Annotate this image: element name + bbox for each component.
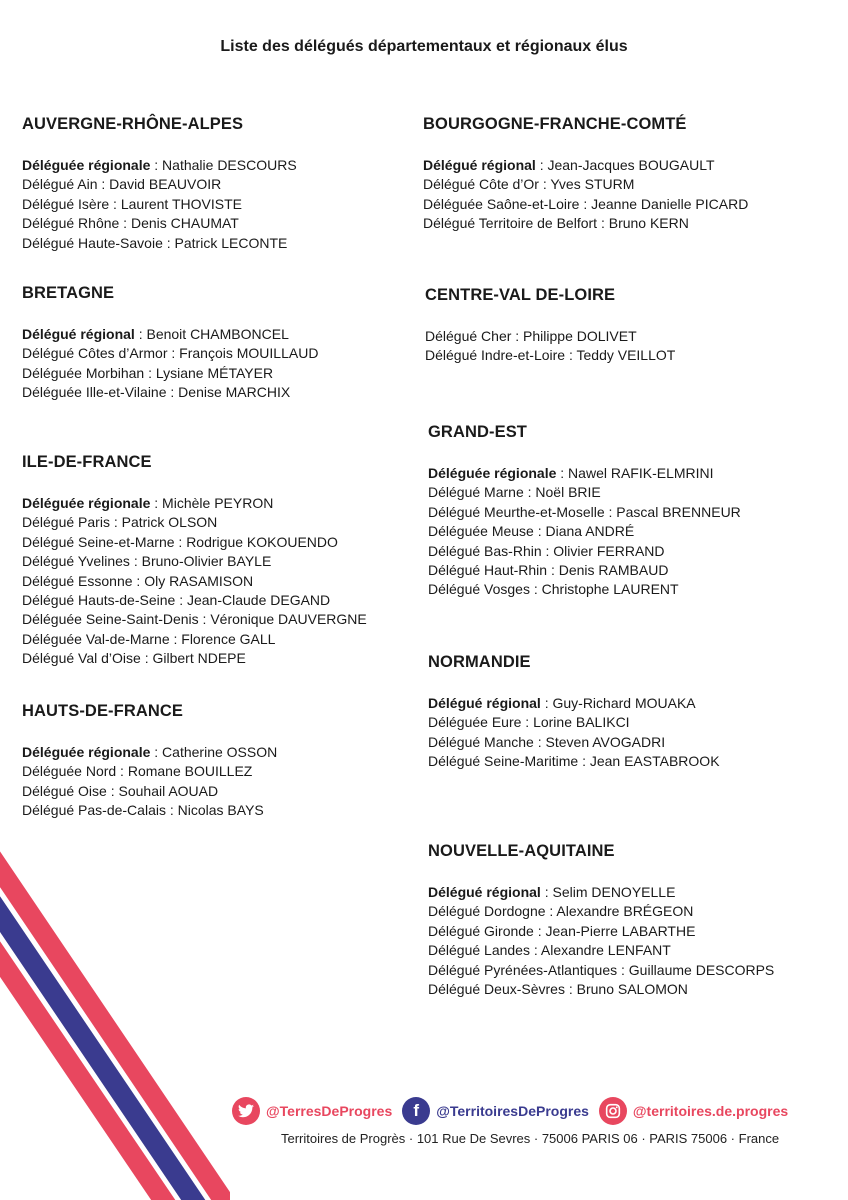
delegate-line <box>22 513 367 532</box>
delegate-text: : Nathalie DESCOURS <box>150 157 297 173</box>
delegate-text: Déléguée Val-de-Marne : Florence GALL <box>22 630 276 647</box>
delegate-line <box>428 561 741 580</box>
delegate-line <box>423 195 748 214</box>
delegate-text: Déléguée Seine-Saint-Denis : Véronique DAUVERGNE <box>22 611 367 628</box>
delegate-line <box>428 464 741 483</box>
region-grand-est <box>428 423 741 600</box>
region-heading: NOUVELLE-AQUITAINE <box>428 842 615 860</box>
delegate-line <box>22 649 367 668</box>
delegate-line <box>22 364 318 383</box>
social-twitter[interactable] <box>232 1097 392 1125</box>
delegate-line <box>22 533 367 552</box>
delegate-role: Délégué régional <box>423 157 536 173</box>
delegate-line <box>22 552 367 571</box>
region-bretagne <box>22 284 318 403</box>
delegate-text: Déléguée Ille-et-Vilaine : Denise MARCHIX <box>22 384 291 401</box>
region-centre-val-de-loire <box>425 286 675 366</box>
social-instagram[interactable] <box>599 1097 788 1125</box>
delegate-line <box>428 713 720 732</box>
delegate-line <box>22 610 367 629</box>
region-normandie <box>428 653 720 772</box>
delegate-line <box>428 902 774 921</box>
delegate-line <box>22 801 277 820</box>
delegate-role: Déléguée régionale <box>22 744 151 760</box>
delegate-line <box>428 752 720 771</box>
delegate-line <box>428 961 774 980</box>
region-heading: AUVERGNE-RHÔNE-ALPES <box>22 115 244 133</box>
region-heading: NORMANDIE <box>428 653 531 671</box>
delegate-text: Délégué Seine-Maritime : Jean EASTABROOK <box>428 753 720 770</box>
delegate-line <box>22 630 367 649</box>
delegate-line <box>428 922 774 941</box>
delegate-text: Déléguée Saône-et-Loire : Jeanne Danielle PICARD <box>423 195 749 212</box>
delegate-text: Délégué Isère : Laurent THOVISTE <box>22 195 242 212</box>
delegate-text: : Nawel RAFIK-ELMRINI <box>556 465 714 481</box>
delegate-text: Délégué Paris : Patrick OLSON <box>22 514 218 531</box>
delegate-text: : Michèle PEYRON <box>150 495 274 511</box>
delegate-text: Délégué Bas-Rhin : Olivier FERRAND <box>428 542 665 559</box>
delegate-text: Délégué Gironde : Jean-Pierre LABARTHE <box>428 922 696 939</box>
delegate-text: Délégué Côte d’Or : Yves STURM <box>423 176 635 193</box>
delegate-text: Déléguée Meuse : Diana ANDRÉ <box>428 523 635 540</box>
delegate-text: Délégué Seine-et-Marne : Rodrigue KOKOUENDO <box>22 533 338 550</box>
delegate-text: Délégué Pas-de-Calais : Nicolas BAYS <box>22 802 264 819</box>
region-heading: BRETAGNE <box>22 284 115 302</box>
delegate-line <box>22 591 367 610</box>
delegate-text: Délégué Essonne : Oly RASAMISON <box>22 572 254 589</box>
delegate-line <box>428 503 741 522</box>
delegate-text: Délégué Indre-et-Loire : Teddy VEILLOT <box>425 347 676 364</box>
delegate-text: Déléguée Morbihan : Lysiane MÉTAYER <box>22 364 274 381</box>
delegate-text: Déléguée Eure : Lorine BALIKCI <box>428 714 630 731</box>
delegate-text: : Jean-Jacques BOUGAULT <box>535 157 715 173</box>
delegate-line <box>428 980 774 999</box>
delegate-line <box>22 782 277 801</box>
delegate-text: Délégué Cher : Philippe DOLIVET <box>425 328 637 344</box>
delegate-text: Délégué Manche : Steven AVOGADRI <box>428 733 666 750</box>
page-title: Liste des délégués départementaux et régionaux élus <box>220 38 628 55</box>
delegate-text: : Catherine OSSON <box>150 744 278 760</box>
region-ile-de-france <box>22 453 367 669</box>
delegate-text: Délégué Val d’Oise : Gilbert NDEPE <box>22 650 246 667</box>
delegate-line <box>428 542 741 561</box>
region-nouvelle-aquitaine <box>428 842 774 999</box>
delegate-text: Délégué Haut-Rhin : Denis RAMBAUD <box>428 562 669 579</box>
delegate-text: Délégué Vosges : Christophe LAURENT <box>428 581 679 598</box>
delegate-text: : Benoit CHAMBONCEL <box>134 326 289 342</box>
footer-socials <box>232 1096 798 1126</box>
delegate-role: Déléguée régionale <box>22 495 151 511</box>
region-heading: GRAND-EST <box>428 423 527 441</box>
region-bourgogne-franche-comte <box>423 115 748 234</box>
delegate-line <box>428 580 741 599</box>
instagram-handle[interactable]: @territoires.de.progres <box>632 1103 789 1119</box>
delegate-line <box>22 156 297 175</box>
delegate-line <box>428 733 720 752</box>
delegate-text: Délégué Meurthe-et-Moselle : Pascal BRENNEUR <box>428 503 741 520</box>
delegate-text: Délégué Haute-Savoie : Patrick LECONTE <box>22 234 288 251</box>
delegate-text: Délégué Pyrénées-Atlantiques : Guillaume DESCORPS <box>428 961 775 978</box>
delegate-line <box>22 762 277 781</box>
delegate-text: Délégué Rhône : Denis CHAUMAT <box>22 215 239 232</box>
delegate-line <box>22 325 318 344</box>
delegate-line <box>22 572 367 591</box>
delegate-line <box>428 483 741 502</box>
delegate-line <box>22 383 318 402</box>
delegate-text: Délégué Marne : Noël BRIE <box>428 484 601 501</box>
delegate-line <box>425 346 675 365</box>
instagram-icon <box>599 1097 627 1125</box>
delegate-text: Délégué Ain : David BEAUVOIR <box>22 176 222 193</box>
region-heading: BOURGOGNE-FRANCHE-COMTÉ <box>423 115 687 133</box>
twitter-icon <box>232 1097 260 1125</box>
delegate-role: Délégué régional <box>428 884 541 900</box>
delegate-line <box>423 175 748 194</box>
delegate-line <box>423 214 748 233</box>
delegate-text: : Guy-Richard MOUAKA <box>540 695 696 711</box>
delegate-text: : Selim DENOYELLE <box>540 884 676 900</box>
delegate-line <box>428 522 741 541</box>
delegate-text: Délégué Landes : Alexandre LENFANT <box>428 942 671 959</box>
footer-address: Territoires de Progrès · 101 Rue De Sevres · 75006 PARIS 06 · PARIS 75006 · France <box>281 1131 780 1146</box>
delegate-text: Délégué Dordogne : Alexandre BRÉGEON <box>428 903 694 920</box>
delegate-role: Déléguée régionale <box>428 465 557 481</box>
delegate-line <box>425 327 675 346</box>
delegate-line <box>428 883 774 902</box>
delegate-text: Délégué Territoire de Belfort : Bruno KERN <box>423 215 689 232</box>
decorative-stripes <box>0 820 230 1200</box>
delegate-line <box>428 941 774 960</box>
region-heading: HAUTS-DE-FRANCE <box>22 702 183 720</box>
delegate-text: Délégué Oise : Souhail AOUAD <box>22 782 219 799</box>
delegate-line <box>22 195 297 214</box>
delegate-line <box>22 175 297 194</box>
twitter-handle[interactable]: @TerresDeProgres <box>266 1103 393 1119</box>
delegate-line <box>22 234 297 253</box>
delegate-text: Délégué Yvelines : Bruno-Olivier BAYLE <box>22 553 272 570</box>
delegate-line <box>22 743 277 762</box>
delegate-line <box>423 156 748 175</box>
delegate-role: Délégué régional <box>428 695 541 711</box>
delegate-line <box>22 214 297 233</box>
delegate-line <box>428 694 720 713</box>
delegate-role: Délégué régional <box>22 326 135 342</box>
region-auvergne-rhone-alpes <box>22 115 297 253</box>
region-heading: ILE-DE-FRANCE <box>22 453 152 471</box>
region-hauts-de-france <box>22 702 277 821</box>
delegate-text: Délégué Côtes d’Armor : François MOUILLAUD <box>22 345 319 362</box>
delegate-text: Délégué Deux-Sèvres : Bruno SALOMON <box>428 981 688 998</box>
delegate-line <box>22 344 318 363</box>
delegate-line <box>22 494 367 513</box>
delegate-text: Délégué Hauts-de-Seine : Jean-Claude DEGAND <box>22 592 331 609</box>
social-facebook[interactable] <box>402 1097 589 1125</box>
delegate-role: Déléguée régionale <box>22 157 151 173</box>
facebook-handle[interactable]: @TerritoiresDeProgres <box>436 1103 589 1119</box>
facebook-icon: f <box>402 1097 430 1125</box>
region-heading: CENTRE-VAL DE-LOIRE <box>425 286 616 304</box>
delegate-text: Déléguée Nord : Romane BOUILLEZ <box>22 763 253 780</box>
